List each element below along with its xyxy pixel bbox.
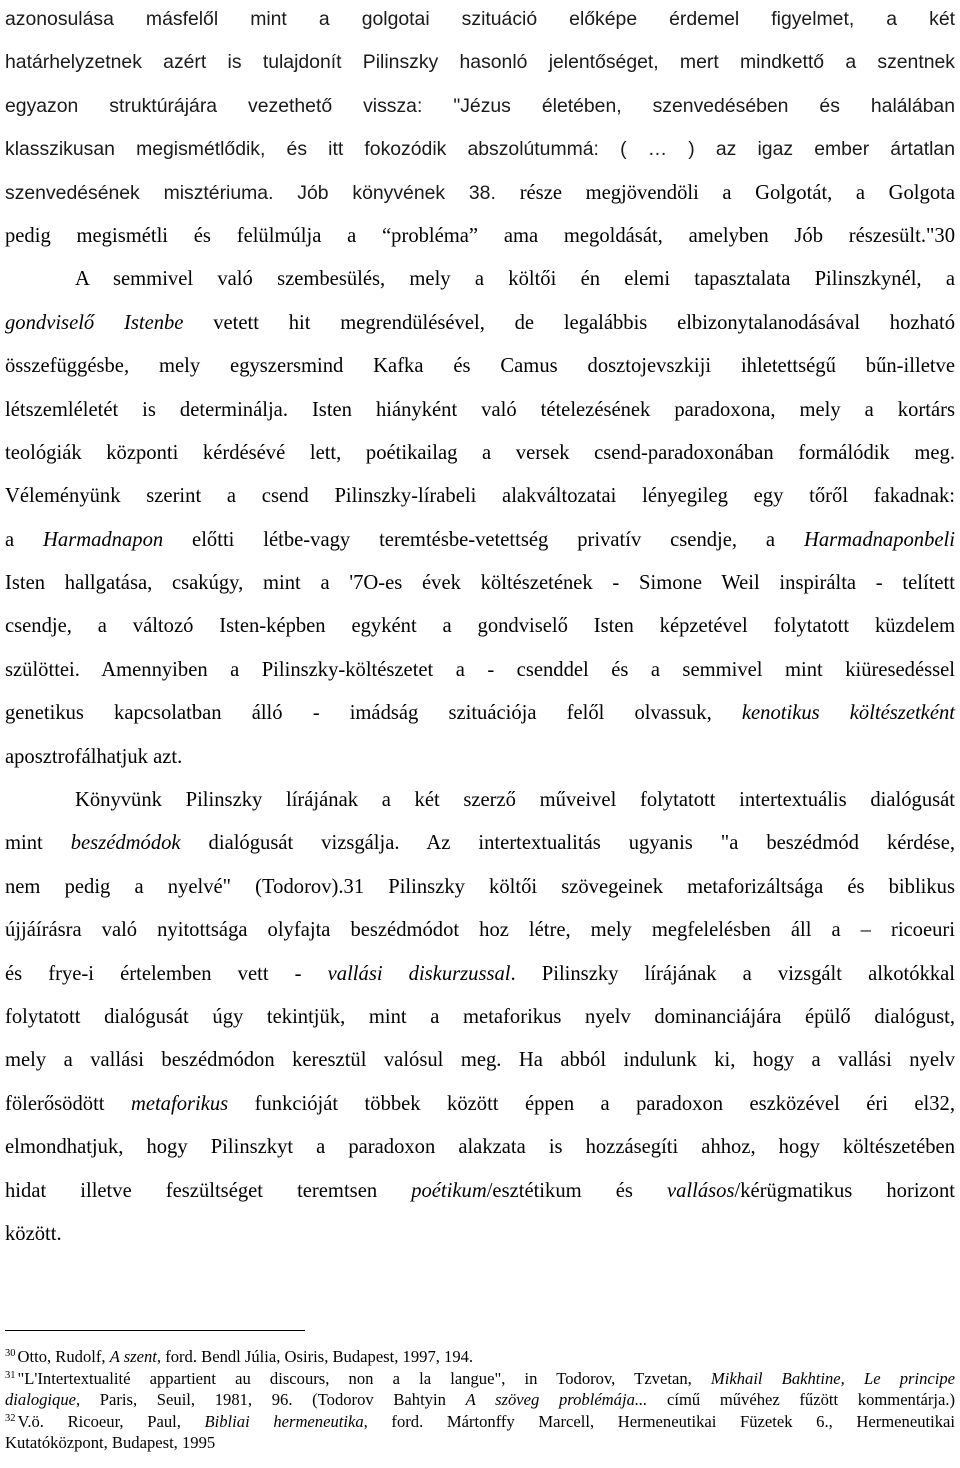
- italic-run: vallási diskurzussal: [327, 962, 511, 985]
- footnote-number: 31: [5, 1369, 16, 1381]
- text-line: pedig megismétli és felülmúlja a “probléma” ama megoldását, amelyben Jób részesült."30: [5, 224, 955, 247]
- text-run: funkcióját többek között éppen a paradoxon eszközével éri el32,: [228, 1092, 955, 1115]
- text-run: című művéhez fűzött kommentárja.): [647, 1390, 956, 1409]
- italic-run: gondviselő Istenbe: [5, 311, 184, 334]
- text-line: Könyvünk Pilinszky lírájának a két szerző műveivel folytatott intertextuális dialógusát: [75, 789, 955, 812]
- footnote-number: 32: [5, 1412, 16, 1424]
- footnote-separator: [5, 1330, 305, 1331]
- text-run: szenvedésének misztériuma. Jób könyvének 38.: [5, 181, 520, 204]
- text-line: létszemléletét is determinálja. Isten hiányként való tételezésének paradoxona, mely a kortárs: [5, 398, 955, 421]
- italic-run: Harmadnaponbeli: [803, 528, 955, 551]
- text-run: , ford. Mártonffy Marcell, Hermeneutikai Füzetek 6., Hermeneutikai: [363, 1411, 955, 1431]
- footnote-32: [5, 1411, 955, 1433]
- text-line: nem pedig a nyelvé" (Todorov).31 Pilinszky költői szövegeinek metaforizáltsága és biblikus: [5, 875, 955, 898]
- text-line: [5, 519, 955, 562]
- text-run: hidat illetve feszültséget teremtsen: [5, 1179, 412, 1202]
- italic-run: A szent: [109, 1347, 157, 1366]
- text-run: V.ö. Ricoeur, Paul,: [17, 1411, 205, 1431]
- text-line: elmondhatjuk, hogy Pilinszkyt a paradoxon alakzata is hozzásegíti ahhoz, hogy költészetében: [5, 1136, 955, 1159]
- footnote-31: [5, 1368, 955, 1390]
- text-line: A semmivel való szembesülés, mely a költői én elemi tapasztalata Pilinszkynél, a: [75, 268, 955, 291]
- text-line: csendje, a változó Isten-képben egyként a gondviselő Isten képzetével folytatott küzdelem: [5, 615, 955, 638]
- text-line: mely a vallási beszédmódon keresztül valósul meg. Ha abból indulunk ki, hogy a vallási nyelv: [5, 1049, 955, 1072]
- italic-run: Bibliai hermeneutika: [204, 1411, 364, 1431]
- text-run: , ford. Bendl Júlia, Osiris, Budapest, 1997, 194.: [156, 1347, 474, 1366]
- paragraph-3: [5, 779, 955, 1256]
- footnote-number: 30: [5, 1348, 16, 1359]
- text-run: . Pilinszky lírájának a vizsgált alkotókkal: [510, 962, 956, 985]
- text-line: [5, 1083, 955, 1126]
- text-line: [5, 172, 955, 215]
- footnote-31-cont: [5, 1389, 955, 1411]
- paragraph-2: [5, 258, 955, 779]
- italic-run: vallásos: [666, 1179, 735, 1202]
- italic-run: Harmadnapon: [43, 528, 164, 551]
- text-line: [5, 822, 955, 865]
- paragraph-1: [5, 0, 955, 258]
- italic-run: dialogique: [5, 1390, 76, 1409]
- text-line: teológiák központi kérdésévé lett, poétikailag a versek csend-paradoxonában formálódik meg.: [5, 441, 955, 464]
- text-run: "L'Intertextualité appartient au discours, non a la langue", in Todorov, Tzvetan,: [17, 1368, 711, 1388]
- italic-run: metaforikus: [130, 1092, 229, 1115]
- footnote-32-cont: [5, 1432, 955, 1454]
- text-line: határhelyzetnek azért is tulajdonít Pilinszky hasonló jelentőséget, mert mindkettő a szentnek: [5, 51, 955, 74]
- text-line: újjáírásra való nyitottsága olyfajta beszédmódot hoz létre, mely megfelelésben áll a – ricoeuri: [5, 919, 955, 942]
- text-run: a: [5, 528, 44, 551]
- text-run: , Paris, Seuil, 1981, 96. (Todorov Bahtyin: [75, 1390, 466, 1409]
- text-run: fölerősödött: [5, 1092, 131, 1115]
- text-run: Kutatóközpont, Budapest, 1995: [5, 1433, 216, 1452]
- text-run: és frye-i értelemben vett -: [5, 962, 328, 985]
- text-line: egyazon struktúrájára vezethető vissza: "Jézus életében, szenvedésében és halálában: [5, 94, 955, 117]
- text-line: összefüggésbe, mely egyszersmind Kafka és Camus dosztojevszkiji ihletettségű bűn-illetve: [5, 355, 955, 378]
- text-line: szülöttei. Amennyiben a Pilinszky-költészetet a - csenddel és a semmivel mint kiüresedéssel: [5, 658, 955, 681]
- text-line: [5, 1170, 955, 1213]
- text-line: között.: [5, 1222, 62, 1245]
- text-run: genetikus kapcsolatban álló - imádság szituációja felől olvassuk,: [5, 702, 742, 725]
- italic-run: kenotikus költészetként: [741, 702, 955, 725]
- text-line: klasszikusan megismétlődik, és itt fokozódik abszolútummá: ( … ) az igaz ember ártatlan: [5, 138, 955, 161]
- italic-run: Mikhail Bakhtine, Le principe: [710, 1368, 956, 1388]
- text-run: része megjövendöli a Golgotát, a Golgota: [519, 181, 955, 204]
- body-text: [5, 0, 955, 1256]
- text-line: [5, 302, 955, 345]
- text-line: folytatott dialógusát úgy tekintjük, mint a metaforikus nyelv dominanciájára épülő dialógust,: [5, 1005, 955, 1028]
- text-line: [5, 953, 955, 996]
- italic-run: beszédmódok: [70, 832, 181, 855]
- text-line: Isten hallgatása, csakúgy, mint a '7O-es évek költészetének - Simone Weil inspirálta - telített: [5, 572, 955, 595]
- text-run: /kérügmatikus horizont: [734, 1179, 955, 1202]
- text-line: aposztrofálhatjuk azt.: [5, 745, 183, 768]
- text-run: dialógusát vizsgálja. Az intertextualitás ugyanis "a beszédmód kérdése,: [180, 832, 955, 855]
- footnote-30: [5, 1346, 955, 1368]
- text-line: azonosulása másfelől mint a golgotai szituáció előképe érdemel figyelmet, a két: [5, 8, 955, 30]
- text-run: előtti létbe-vagy teremtésbe-vetettség privatív csendje, a: [163, 528, 804, 551]
- text-run: mint: [5, 832, 71, 855]
- footnotes: [5, 1346, 955, 1454]
- text-run: /esztétikum és: [486, 1179, 667, 1202]
- italic-run: poétikum: [411, 1179, 487, 1202]
- text-line: Véleményünk szerint a csend Pilinszky-lírabeli alakváltozatai lényegileg egy tőről fakadnak:: [5, 485, 955, 508]
- text-line: [5, 692, 955, 735]
- text-run: Otto, Rudolf,: [17, 1347, 110, 1366]
- text-run: vetett hit megrendülésével, de legalábbis elbizonytalanodásával hozható: [183, 311, 955, 334]
- italic-run: A szöveg problémája...: [465, 1390, 648, 1409]
